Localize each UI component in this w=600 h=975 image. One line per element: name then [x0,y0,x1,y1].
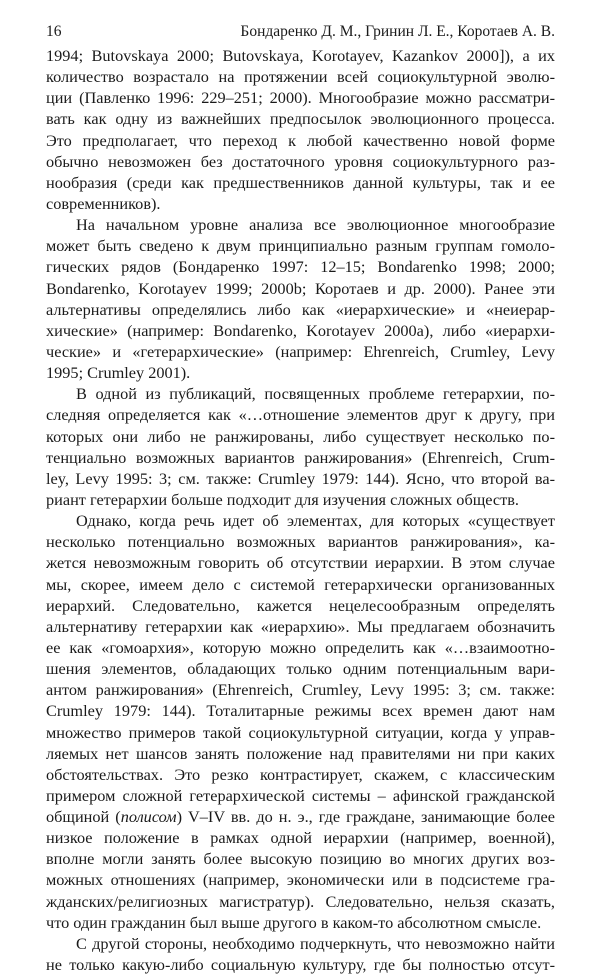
text-line: шения элементов, обладающих только одним потенциальным вари- [46,659,555,679]
body-text [46,45,555,975]
text-line: иерархий. Следовательно, кажется нецелесообразным определять [46,595,555,615]
text-line: что один гражданин был выше другого в каком-то абсолютном смысле. [46,912,542,932]
text-line: не только какую-либо социальную культуру, где бы полностью отсут- [46,955,555,975]
text-line: жданских/религиозных магистратур). Следовательно, нельзя сказать, [46,891,555,911]
text-line: вполне могли занять более высокую позицию во многих других воз- [46,849,555,869]
text-line: В одной из публикаций, посвященных проблеме гетерархии, по- [76,384,555,404]
text-line: нообразия (среди как предшественников данной культуры, так и ее [46,172,555,192]
text-line: вать как одну из важнейших предпосылок эволюционного процесса. [46,109,555,129]
text-line: риант гетерархии больше подходит для изучения сложных обществ. [46,489,519,509]
text-line: несколько потенциально возможных вариантов ранжирования», ка- [46,532,555,552]
text-line: антом ранжирования» (Ehrenreich, Crumley, Levy 1995: 3; см. также: [46,680,555,700]
text-fragment: общиной ( [46,807,121,827]
text-line: низкое положение в рамках одной иерархии (например, военной), [46,828,555,848]
text-line: 1994; Butovskaya 2000; Butovskaya, Korotayev, Kazankov 2000]), а их [46,46,555,65]
text-line [46,806,555,827]
text-line: ее как «гомоархия», которую можно определить как «…взаимоотно- [46,637,555,657]
italic-term: полисом [120,807,177,827]
running-title: Бондаренко Д. М., Гринин Л. Е., Коротаев А. В. [240,23,555,40]
text-line: альтернативы определялись либо как «иерархические» и «неиерар- [46,299,555,319]
text-line: множество примеров такой социокультурной ситуации, когда у управ- [46,722,555,742]
page-header [46,22,555,45]
text-line: альтернативу гетерархии как «иерархию». Мы предлагаем обозначить [46,616,555,636]
text-line: количество возрастало на протяжении всей социокультурной эволю- [46,67,555,87]
text-line: гических рядов (Бондаренко 1997: 12–15; Bondarenko 1998; 2000; [46,257,555,277]
text-line: Однако, когда речь идет об элементах, для которых «существует [76,511,555,531]
text-line: На начальном уровне анализа все эволюционное многообразие [76,215,555,235]
text-line: мы, скорее, имеем дело с системой гетерархически организованных [46,574,555,594]
page-number: 16 [46,23,62,40]
text-line: Crumley 1979: 144). Тоталитарные режимы всех времен дают нам [46,701,555,721]
text-line: хические» (например: Bondarenko, Korotayev 2000a), либо «иерархи- [46,320,555,340]
text-line: тенциально возможных вариантов ранжирования» (Ehrenreich, Crum- [46,447,555,467]
document-page [46,22,555,975]
text-line: ческие» и «гетерархические» (например: Ehrenreich, Crumley, Levy [46,341,555,361]
text-line: которых они либо не ранжированы, либо существует несколько по- [46,426,555,446]
text-line: следняя определяется как «…отношение элементов друг к другу, при [46,405,555,425]
text-line: жется невозможным говорить об отсутствии иерархии. В этом случае [46,553,555,573]
text-line: обстоятельствах. Это резко контрастирует, скажем, с классическим [46,764,555,784]
text-line: ции (Павленко 1996: 229–251; 2000). Многообразие можно рассматри- [46,88,555,108]
text-line: можных отношениях (например, экономически или в подсистеме гра- [46,870,555,890]
text-line: Bondarenko, Korotayev 1999; 2000b; Коротаев и др. 2000). Ранее эти [46,278,555,298]
text-line: Это предполагает, что переход к любой качественно новой форме [46,130,555,150]
text-line: 1995; Crumley 2001). [46,363,191,383]
text-line: обычно невозможен без достаточного уровня социокультурного раз- [46,151,555,171]
text-line: С другой стороны, необходимо подчеркнуть, что невозможно найти [76,933,555,953]
text-fragment: ) V–IV вв. до н. э., где граждане, занимающие более [176,807,555,827]
text-line: ляемых нет шансов занять положение над правителями ни при каких [46,743,555,763]
text-line: современников). [46,193,161,213]
text-line: ley, Levy 1995: 3; см. также: Crumley 1979: 144). Ясно, что второй ва- [46,468,555,488]
text-line: может быть сведено к двум принципиально разным группам гомоло- [46,236,555,256]
text-line: примером сложной гетерархической системы – афинской гражданской [46,785,555,805]
